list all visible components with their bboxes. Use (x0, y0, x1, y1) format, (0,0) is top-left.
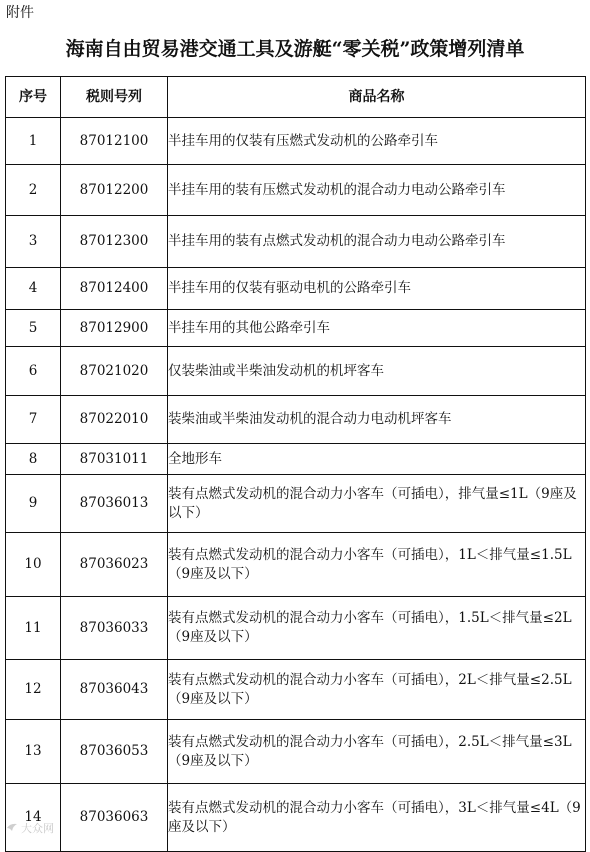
table-row (6, 444, 586, 475)
row-number: 9 (6, 475, 61, 533)
product-name: 装有点燃式发动机的混合动力小客车（可插电），排气量≤1L（9座及以下） (168, 475, 586, 533)
watermark-text: 大众网 (21, 822, 54, 835)
row-number: 3 (6, 216, 61, 268)
tariff-code: 87036053 (61, 720, 168, 784)
row-number: 13 (6, 720, 61, 784)
table-row (6, 533, 586, 597)
tariff-code: 87022010 (61, 396, 168, 444)
row-number: 7 (6, 396, 61, 444)
tariff-code: 87012300 (61, 216, 168, 268)
tariff-code: 87012400 (61, 268, 168, 310)
table-row (6, 396, 586, 444)
product-name: 装有点燃式发动机的混合动力小客车（可插电），2.5L＜排气量≤3L（9座及以下） (168, 720, 586, 784)
table-row (6, 216, 586, 268)
tariff-code: 87036063 (61, 784, 168, 852)
tariff-code: 87036043 (61, 660, 168, 720)
table-header-row (6, 77, 586, 118)
product-name: 装柴油或半柴油发动机的混合动力电动机坪客车 (168, 396, 586, 444)
product-name: 全地形车 (168, 444, 586, 475)
tariff-code: 87036013 (61, 475, 168, 533)
bird-logo-icon (6, 822, 18, 836)
product-name: 半挂车用的装有点燃式发动机的混合动力电动公路牵引车 (168, 216, 586, 268)
row-number: 8 (6, 444, 61, 475)
table-row (6, 597, 586, 660)
tariff-code: 87036033 (61, 597, 168, 660)
product-name: 装有点燃式发动机的混合动力小客车（可插电），1L＜排气量≤1.5L（9座及以下） (168, 533, 586, 597)
table-row (6, 475, 586, 533)
watermark (6, 822, 54, 836)
row-number: 6 (6, 347, 61, 396)
row-number: 4 (6, 268, 61, 310)
row-number: 5 (6, 310, 61, 347)
row-number: 2 (6, 165, 61, 216)
row-number: 1 (6, 118, 61, 165)
column-header-no: 序号 (6, 77, 61, 118)
product-name: 半挂车用的装有压燃式发动机的混合动力电动公路牵引车 (168, 165, 586, 216)
product-name: 装有点燃式发动机的混合动力小客车（可插电），1.5L＜排气量≤2L（9座及以下） (168, 597, 586, 660)
product-name: 半挂车用的其他公路牵引车 (168, 310, 586, 347)
table-row (6, 310, 586, 347)
product-name: 半挂车用的仅装有驱动电机的公路牵引车 (168, 268, 586, 310)
tariff-list-table (5, 76, 586, 852)
table-row (6, 660, 586, 720)
table-row (6, 268, 586, 310)
product-name: 装有点燃式发动机的混合动力小客车（可插电），3L＜排气量≤4L（9座及以下） (168, 784, 586, 852)
table-row (6, 347, 586, 396)
tariff-code: 87012200 (61, 165, 168, 216)
table-row (6, 720, 586, 784)
column-header-code: 税则号列 (61, 77, 168, 118)
page-title: 海南自由贸易港交通工具及游艇“零关税”政策增列清单 (65, 38, 525, 60)
tariff-code: 87012900 (61, 310, 168, 347)
product-name: 半挂车用的仅装有压燃式发动机的公路牵引车 (168, 118, 586, 165)
product-name: 装有点燃式发动机的混合动力小客车（可插电），2L＜排气量≤2.5L（9座及以下） (168, 660, 586, 720)
row-number: 14 (6, 784, 61, 852)
row-number: 10 (6, 533, 61, 597)
attachment-label: 附件 (6, 5, 34, 21)
table-row (6, 784, 586, 852)
table-body (6, 118, 586, 852)
tariff-code: 87036023 (61, 533, 168, 597)
tariff-code: 87021020 (61, 347, 168, 396)
column-header-name: 商品名称 (168, 77, 586, 118)
product-name: 仅装柴油或半柴油发动机的机坪客车 (168, 347, 586, 396)
table-row (6, 118, 586, 165)
table-row (6, 165, 586, 216)
row-number: 12 (6, 660, 61, 720)
row-number: 11 (6, 597, 61, 660)
tariff-code: 87031011 (61, 444, 168, 475)
tariff-code: 87012100 (61, 118, 168, 165)
